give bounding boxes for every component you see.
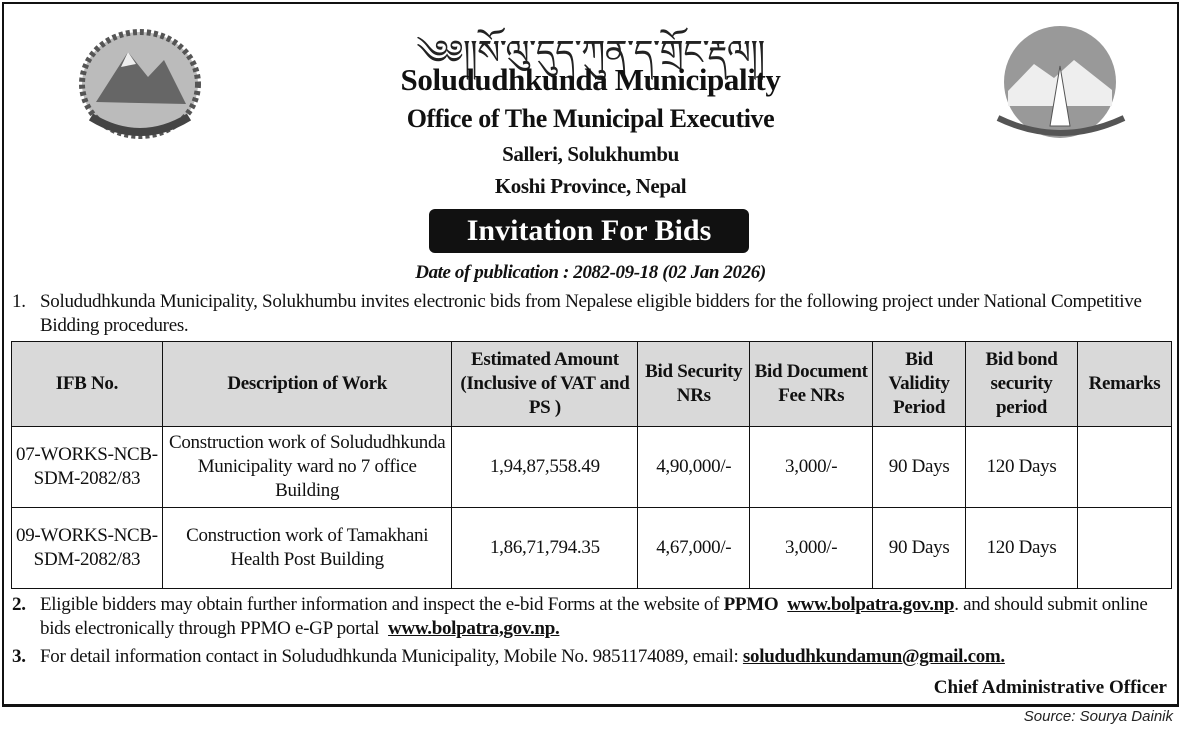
municipality-title: Solududhkunda Municipality [400,62,781,97]
cell-security: 4,67,000/- [638,508,750,589]
cell-bond-period: 120 Days [966,508,1078,589]
cell-validity: 90 Days [873,427,966,508]
tibetan-heading: ༄༅།།སོ་ལུ་དུད་ཀུན་ད་གྲོང་རྡལ།། [416,33,765,73]
table-row [12,508,1172,589]
paragraph-2 [12,593,1172,641]
header-remarks: Remarks [1077,342,1171,427]
header-bond-period: Bid bond security period [966,342,1078,427]
invitation-banner: Invitation For Bids [429,209,749,253]
email-link[interactable]: solududhkundamun@gmail.com. [742,646,1005,667]
header-document-fee: Bid Document Fee NRs [750,342,873,427]
cell-amount: 1,86,71,794.35 [452,508,638,589]
address-line-1: Salleri, Solukhumbu [502,142,679,166]
header-validity: Bid Validity Period [873,342,966,427]
header-bid-security: Bid Security NRs [638,342,750,427]
paragraph-text: For detail information contact in Solududhkunda Municipality, Mobile No. 9851174089, email: [40,646,743,667]
table-header-row [12,342,1172,427]
cell-fee: 3,000/- [750,427,873,508]
cell-description: Construction work of Solududhkunda Municipality ward no 7 office Building [162,427,452,508]
cell-description: Construction work of Tamakhani Health Post Building [162,508,452,589]
paragraph-text: Solududhkunda Municipality, Solukhumbu invites electronic bids from Nepalese eligible bidders for the following project under National Competitive Bidding procedures. [40,291,1142,336]
cell-security: 4,90,000/- [638,427,750,508]
paragraph-number: 2. [12,594,26,615]
paragraph-1 [12,290,1172,338]
egp-portal-link[interactable]: www.bolpatra,gov.np. [388,618,560,639]
source-credit: Source: Sourya Dainik [1023,708,1173,725]
publication-date: Date of publication : 2082-09-18 (02 Jan 2026) [415,262,766,283]
header-estimated-amount: Estimated Amount (Inclusive of VAT and PS ) [452,342,638,427]
paragraph-number: 1. [12,291,26,312]
header-ifb-no: IFB No. [12,342,163,427]
cell-validity: 90 Days [873,508,966,589]
bolpatra-link[interactable]: www.bolpatra.gov.np [787,594,955,615]
cell-remarks [1077,427,1171,508]
table-row [12,427,1172,508]
cell-amount: 1,94,87,558.49 [452,427,638,508]
bids-table [11,341,1172,589]
cell-fee: 3,000/- [750,508,873,589]
paragraph-number: 3. [12,646,26,667]
cell-ifb-no: 09-WORKS-NCB-SDM-2082/83 [12,508,163,589]
cell-remarks [1077,508,1171,589]
paragraph-text: Eligible bidders may obtain further information and inspect the e-bid Forms at the website of [40,594,724,615]
ppmo-label: PPMO [723,594,779,615]
address-line-2: Koshi Province, Nepal [494,174,687,198]
paragraph-text: . and should submit online bids electronically through PPMO e-GP portal [40,594,1148,639]
paragraph-3 [12,645,1172,669]
header-description: Description of Work [162,342,452,427]
cell-bond-period: 120 Days [966,427,1078,508]
office-title: Office of The Municipal Executive [406,104,775,133]
cell-ifb-no: 07-WORKS-NCB-SDM-2082/83 [12,427,163,508]
signatory: Chief Administrative Officer [933,677,1167,698]
